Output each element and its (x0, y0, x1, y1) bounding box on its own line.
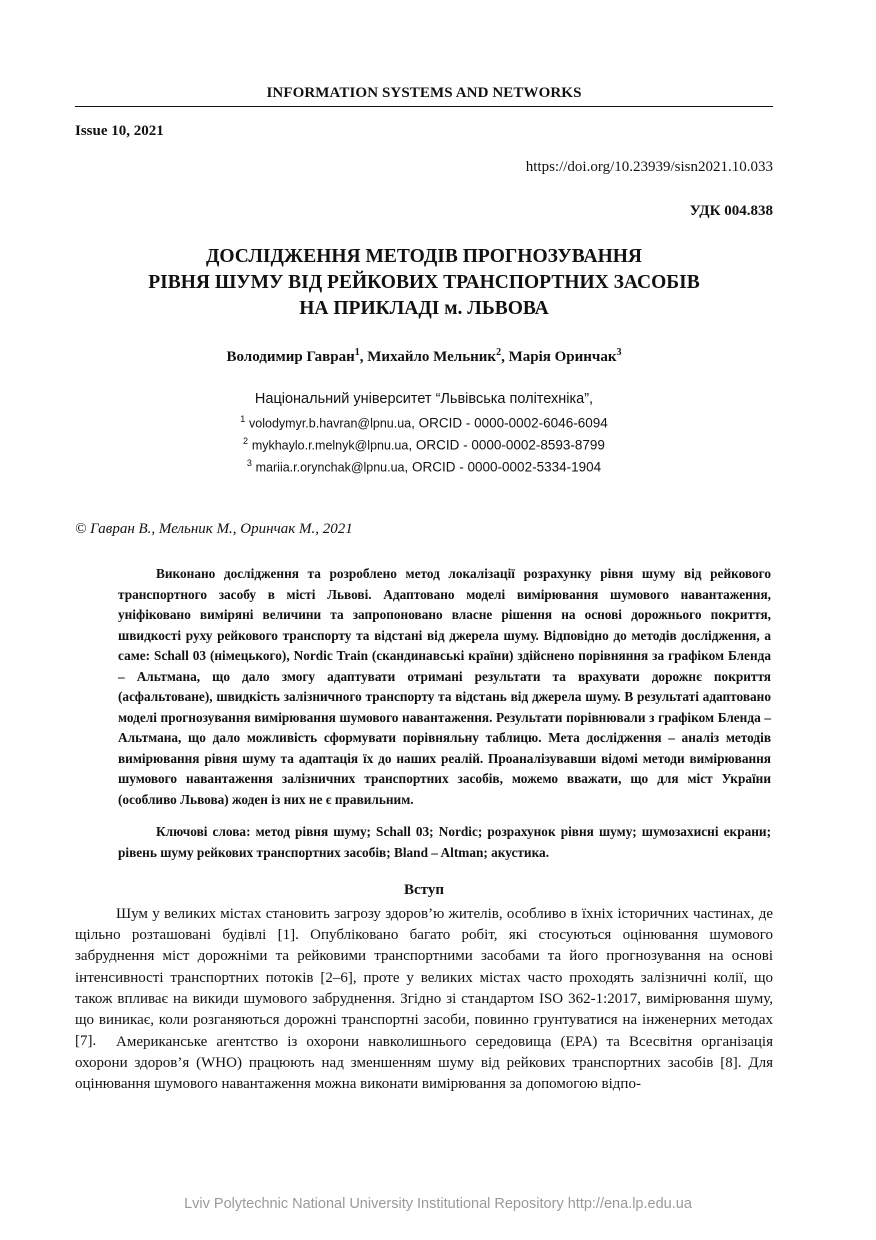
repository-footer: Lviv Polytechnic National University Institutional Repository http://ena.lp.edu.ua (184, 1196, 692, 1212)
email-link[interactable]: mariia.r.orynchak@lpnu.ua (255, 460, 405, 475)
author-sup: 2 (496, 347, 502, 358)
author-name: Володимир Гавран (226, 349, 355, 365)
email-link[interactable]: volodymyr.b.havran@lpnu.ua (249, 416, 412, 431)
author-list: Володимир Гавран$^1$, Михайло Мельник$^2$, Марія Оринчак$^3$ (226, 347, 622, 365)
orcid-text: , ORCID - 0000-0002-8593-8799 (408, 437, 605, 453)
journal-section-header: INFORMATION SYSTEMS AND NETWORKS (266, 85, 582, 101)
author-sup: 1 (354, 347, 360, 358)
orcid-text: , ORCID - 0000-0002-6046-6094 (411, 415, 608, 431)
orcid-text: , ORCID - 0000-0002-5334-1904 (404, 459, 602, 475)
title-line: ДОСЛІДЖЕННЯ МЕТОДІВ ПРОГНОЗУВАННЯ (205, 246, 643, 267)
body-paragraph: Американське агентство із охорони навколишнього середовища (EPA) та Всесвітня організація охорони здоров’я (WHO) працюють над зменшенням шуму від рейкових транспортних засобів [8]. Для оцінювання шумового навантаження можна виконати вимірювання за допомогою відпо- (75, 1034, 773, 1093)
title-line: РІВНЯ ШУМУ ВІД РЕЙКОВИХ ТРАНСПОРТНИХ ЗАСОБІВ (148, 272, 700, 293)
author-contact (75, 414, 773, 431)
author-contact (75, 458, 773, 475)
contact-sup: 1 (240, 414, 246, 424)
body-paragraph: Шум у великих містах становить загрозу здоров’ю жителів, особливо в їхніх історичних частинах, де щільно розташовані будівлі [1]. Опубліковано багато робіт, які стосуються оцінювання шумового забруднення міст дорожніми та рейковими транспортними засобами та його прогнозування на основі інтенсивності транспортних потоків [2–6], проте у великих містах часто проходять залізничні колії, що також впливає на викиди шумового забруднення. Згідно зі стандартом ISO 362-1:2017, вимірювання шуму, що виникає, коли розганяються дорожні транспортні засоби, повинно грунтуватися на інженерних методах [7]. (75, 906, 773, 1050)
author-name: Михайло Мельник (367, 349, 497, 365)
header-divider (75, 106, 773, 107)
contact-sup: 2 (243, 436, 249, 446)
abstract-paragraph: Виконано дослідження та розроблено метод локалізації розрахунку рівня шуму від рейкового транспортного засобу в місті Львові. Адаптовано моделі вимірювання шумового навантаження, уніфіковано виміряні величини та запропоновано власне рішення на основі дорожнього покриття, швидкості руху рейкового транспорту та відстані від джерела шуму. Відповідно до методів дослідження, а саме: Schall 03 (німецького), Nordic Train (скандинавські країни) здійснено порівняння за графіком Бленда – Альтмана, що дало змогу адаптувати отримані результати та врахувати дорожнє покриття (асфальтоване), швидкість залізничного транспорту та відстань від джерела шуму. В результаті адаптовано моделі прогнозування вимірювання шумового навантаження. Результати порівнювали з графіком Бленда – Альтмана, що дало можливість сформувати порівняльну таблицю. Мета дослідження – аналіз методів вимірювання рівня шуму та адаптація їх до наших реалій. Проаналізувавши відомі методи вимірювання шумового навантаження залізничних транспортних засобів, можемо вважати, що для міст України (особливо Львова) жоден із них не є правильним. (118, 566, 771, 807)
email-link[interactable]: mykhaylo.r.melnyk@lpnu.ua (251, 438, 409, 453)
udk-code: УДК 004.838 (689, 203, 773, 219)
section-heading-intro: Вступ (404, 882, 444, 898)
doi-link[interactable]: https://doi.org/10.23939/sisn2021.10.033 (525, 159, 773, 175)
affiliation: Національний університет “Львівська політехніка”, (254, 391, 594, 407)
author-name: Марія Оринчак (508, 349, 617, 365)
article-title (75, 244, 773, 322)
title-line: НА ПРИКЛАДІ м. ЛЬВОВА (299, 298, 549, 319)
author-sup: 3 (616, 347, 622, 358)
issue-label: Issue 10, 2021 (75, 123, 164, 139)
copyright-notice: © Гавран В., Мельник М., Оринчак М., 2021 (75, 521, 353, 537)
keywords-paragraph: Ключові слова: метод рівня шуму; Schall 03; Nordic; розрахунок рівня шуму; шумозахисні екрани; рівень шуму рейкових транспортних засобів; Bland – Altman; акустика. (118, 824, 771, 860)
author-contact (75, 436, 773, 453)
contact-sup: 3 (246, 458, 252, 468)
